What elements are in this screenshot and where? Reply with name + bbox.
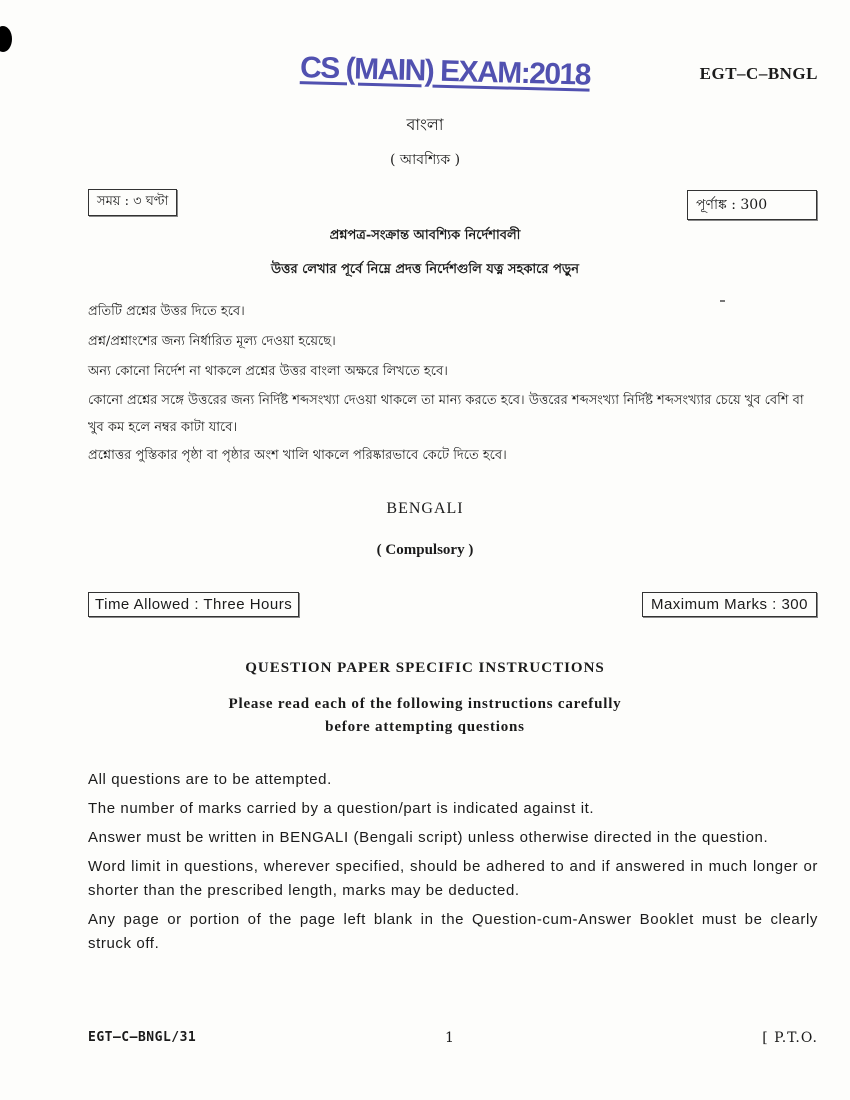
- bengali-instruction: কোনো প্রশ্নের সঙ্গে উত্তরের জন্য নির্দিষ্ট শব্দসংখ্যা দেওয়া থাকলে তা মান্য করতে হবে। উত্তরের শব্দসংখ্যা নির্দিষ্ট শব্দসংখ্যার চেয়ে খুব বেশি বা খুব কম হলে নম্বর কাটা যাবে।: [88, 393, 804, 435]
- pto-label: [ P.T.O.: [762, 1030, 818, 1046]
- bengali-subtitle: ( আবশ্যিক ): [389, 152, 461, 168]
- english-instruction: All questions are to be attempted.: [88, 771, 332, 788]
- english-instruction: Answer must be written in BENGALI (Bengali script) unless otherwise directed in the question.: [88, 829, 769, 846]
- bengali-instruction: প্রশ্নোত্তর পুস্তিকার পৃষ্ঠা বা পৃষ্ঠার অংশ খালি থাকলে পরিষ্কারভাবে কেটে দিতে হবে।: [88, 448, 507, 463]
- english-subtitle: ( Compulsory ): [376, 542, 474, 558]
- punch-hole-mark: [0, 26, 12, 52]
- bengali-subheading: উত্তর লেখার পূর্বে নিম্নে প্রদত্ত নির্দেশগুলি যত্ন সহকারে পড়ুন: [271, 262, 579, 277]
- english-title: BENGALI: [386, 500, 464, 517]
- bengali-marks-box: পূর্ণাঙ্ক : 300: [687, 190, 817, 220]
- english-marks-box: Maximum Marks : 300: [642, 592, 817, 617]
- bengali-instruction: প্রতিটি প্রশ্নের উত্তর দিতে হবে।: [88, 304, 245, 319]
- english-instruction: The number of marks carried by a question/part is indicated against it.: [88, 800, 595, 817]
- bengali-time-box: সময় : ৩ ঘণ্টা: [88, 189, 177, 216]
- bengali-title: বাংলা: [406, 115, 444, 134]
- bengali-heading: প্রশ্নপত্র-সংক্রান্ত আবশ্যিক নির্দেশাবলী: [329, 228, 521, 243]
- instructions-heading: QUESTION PAPER SPECIFIC INSTRUCTIONS: [245, 660, 605, 676]
- exam-stamp: CS (MAIN) EXAM:2018: [299, 51, 591, 92]
- instructions-subheading: [0, 693, 850, 739]
- english-instruction: Word limit in questions, wherever specified, should be adhered to and if answered in much longer or shorter than the prescribed length, marks may be deducted.: [88, 858, 818, 899]
- bengali-instructions: [88, 297, 818, 471]
- subheading-line: before attempting questions: [325, 719, 525, 735]
- bengali-instruction: অন্য কোনো নির্দেশ না থাকলে প্রশ্নের উত্তর বাংলা অক্ষরে লিখতে হবে।: [88, 364, 448, 379]
- page-number: 1: [445, 1030, 454, 1046]
- english-time-box: Time Allowed : Three Hours: [88, 592, 299, 617]
- paper-code: EGT–C–BNGL: [699, 64, 818, 83]
- bengali-instruction: প্রশ্ন/প্রশ্নাংশের জন্য নির্ধারিত মূল্য দেওয়া হয়েছে।: [88, 334, 336, 349]
- english-instruction: Any page or portion of the page left blank in the Question-cum-Answer Booklet must be clearly struck off.: [88, 911, 818, 952]
- english-instructions: [88, 768, 818, 961]
- footer-paper-code: EGT–C–BNGL/31: [88, 1030, 197, 1045]
- subheading-line: Please read each of the following instructions carefully: [228, 696, 622, 712]
